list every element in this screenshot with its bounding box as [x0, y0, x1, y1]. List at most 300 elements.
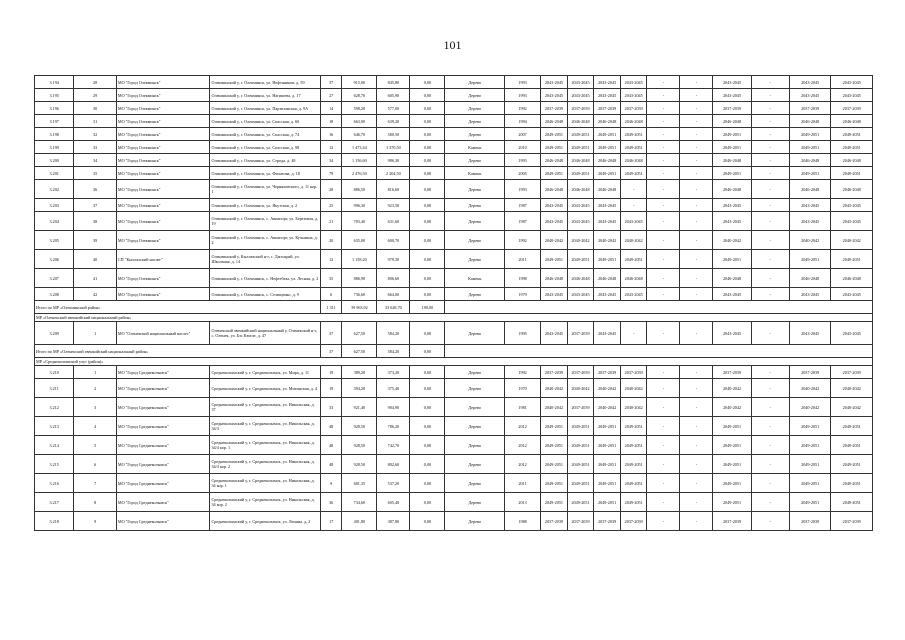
register-table: [34, 75, 873, 531]
area-nonresidential-cell: 0,00: [410, 115, 445, 128]
period-cell: -: [680, 474, 713, 493]
area-total-cell: 628,70: [342, 89, 377, 102]
address-cell: Среднеколымский у, г. Среднеколымск, ул. Никольская, д. 34/3: [210, 417, 321, 436]
period-cell: 2049-2051: [831, 128, 873, 141]
period-cell: 2043-2045: [789, 322, 830, 345]
period-cell: 2043-2045: [713, 288, 751, 301]
area-residential-cell: 375,40: [377, 379, 410, 398]
area-nonresidential-cell: 0,00: [410, 455, 445, 474]
period-cell: 2043-2045: [831, 89, 873, 102]
owner-cell: МО "Город Среднеколымск": [116, 474, 210, 493]
period-cell: -: [620, 199, 647, 212]
row-id-cell: 3.197: [35, 115, 74, 128]
period-cell: -: [680, 76, 713, 89]
row-number-cell: 7: [74, 474, 117, 493]
period-cell: 2043-2045: [541, 89, 568, 102]
period-cell: 2037-2039: [567, 322, 594, 345]
address-cell: Олекминский у, г. Олекминск, ул. Нефтяников, д. 59: [210, 76, 321, 89]
period-cell: 2049-2051: [713, 455, 751, 474]
table-row: [35, 154, 873, 167]
period-cell: 2043-2045: [789, 199, 830, 212]
area-nonresidential-cell: 0,00: [410, 89, 445, 102]
period-cell: 2046-2048: [789, 180, 830, 199]
row-id-cell: 3.212: [35, 398, 74, 417]
period-cell: -: [647, 89, 680, 102]
owner-cell: МО "Город Олекминск": [116, 231, 210, 250]
table-row: [35, 180, 873, 199]
period-cell: 2043-2045: [831, 322, 873, 345]
period-cell: 2046-2048: [713, 115, 751, 128]
residents-cell: 21: [321, 212, 342, 231]
period-cell: 2049-2051: [831, 167, 873, 180]
period-cell: 2049-2051: [620, 493, 647, 512]
period-cell: 2040-2042: [713, 398, 751, 417]
row-id-cell: 3.216: [35, 474, 74, 493]
period-cell: -: [680, 366, 713, 379]
period-cell: 2046-2048: [594, 115, 621, 128]
period-cell: -: [620, 322, 647, 345]
period-cell: -: [680, 102, 713, 115]
period-cell: 2046-2048: [789, 269, 830, 288]
section-header-cell: МР «Среднеколымский улус (район)»: [35, 358, 873, 366]
table-row: [35, 322, 873, 345]
row-id-cell: 3.218: [35, 512, 74, 531]
period-cell: 2046-2048: [541, 269, 568, 288]
period-cell: 2046-2048: [789, 115, 830, 128]
total-area-residential-cell: 33 628,70: [377, 301, 410, 314]
period-cell: 2049-2051: [620, 250, 647, 269]
period-cell: 2040-2042: [541, 379, 568, 398]
year-cell: 1992: [505, 231, 541, 250]
period-cell: 2049-2051: [713, 141, 751, 154]
total-area-nonresidential-cell: 0,00: [410, 345, 445, 358]
residents-cell: 37: [321, 76, 342, 89]
year-cell: 2010: [505, 141, 541, 154]
period-cell: 2049-2051: [713, 493, 751, 512]
address-cell: Олекминский у, г. Олекминск, ул. Нагишева, д. 17: [210, 89, 321, 102]
period-cell: -: [647, 455, 680, 474]
owner-cell: МО "Город Олекминск": [116, 141, 210, 154]
period-cell: -: [751, 115, 789, 128]
period-cell: 2049-2051: [567, 493, 594, 512]
empty-cell: [445, 301, 873, 314]
area-residential-cell: 1 370,50: [377, 141, 410, 154]
section-total-row: [35, 345, 873, 358]
section-header-cell: МР «Оленекский эвенкийский национальный район»: [35, 314, 873, 322]
residents-cell: 33: [321, 398, 342, 417]
period-cell: -: [680, 231, 713, 250]
period-cell: 2037-2039: [620, 102, 647, 115]
period-cell: 2043-2045: [541, 76, 568, 89]
period-cell: 2043-2045: [567, 89, 594, 102]
address-cell: Олекминский у, г. Олекминск, с. Нефтебаза, ул. Лесная, д. 2: [210, 269, 321, 288]
period-cell: -: [647, 167, 680, 180]
area-residential-cell: 845,80: [377, 76, 410, 89]
residents-cell: 20: [321, 231, 342, 250]
row-id-cell: 3.209: [35, 322, 74, 345]
period-cell: -: [647, 493, 680, 512]
period-cell: -: [647, 212, 680, 231]
year-cell: 1987: [505, 212, 541, 231]
area-total-cell: 928,50: [342, 455, 377, 474]
period-cell: 2046-2048: [713, 269, 751, 288]
period-cell: 2046-2048: [831, 154, 873, 167]
period-cell: 2046-2048: [831, 115, 873, 128]
table-row: [35, 436, 873, 455]
year-cell: 1979: [505, 288, 541, 301]
period-cell: -: [751, 455, 789, 474]
table-row: [35, 250, 873, 269]
period-cell: 2037-2039: [567, 512, 594, 531]
total-area-residential-cell: 584,20: [377, 345, 410, 358]
row-id-cell: 3.210: [35, 366, 74, 379]
period-cell: 2049-2051: [789, 436, 830, 455]
row-id-cell: 3.204: [35, 212, 74, 231]
period-cell: 2040-2042: [831, 398, 873, 417]
total-area-cell: 39 963,92: [342, 301, 377, 314]
period-cell: -: [680, 154, 713, 167]
period-cell: 2043-2045: [541, 199, 568, 212]
address-cell: Среднеколымский у, г. Среднеколымск, ул. Никольская, д. 34 кор. 1: [210, 474, 321, 493]
period-cell: 2037-2039: [594, 102, 621, 115]
period-cell: 2049-2051: [789, 250, 830, 269]
wall-material-cell: Дерево: [445, 366, 505, 379]
period-cell: 2040-2042: [620, 231, 647, 250]
row-number-cell: 33: [74, 141, 117, 154]
area-nonresidential-cell: 0,00: [410, 474, 445, 493]
residents-cell: 18: [321, 115, 342, 128]
period-cell: 2043-2045: [620, 76, 647, 89]
period-cell: 2040-2042: [541, 231, 568, 250]
total-residents-cell: 37: [321, 345, 342, 358]
row-number-cell: 35: [74, 167, 117, 180]
area-residential-cell: 816,60: [377, 180, 410, 199]
area-total-cell: 996,30: [342, 199, 377, 212]
period-cell: -: [647, 512, 680, 531]
period-cell: -: [680, 322, 713, 345]
residents-cell: 48: [321, 417, 342, 436]
period-cell: 2043-2045: [567, 76, 594, 89]
owner-cell: МО "Город Олекминск": [116, 167, 210, 180]
period-cell: -: [751, 141, 789, 154]
period-cell: 2049-2051: [789, 493, 830, 512]
period-cell: 2043-2045: [567, 212, 594, 231]
period-cell: -: [751, 379, 789, 398]
period-cell: 2037-2039: [567, 366, 594, 379]
period-cell: -: [680, 512, 713, 531]
area-residential-cell: 537,20: [377, 474, 410, 493]
period-cell: 2043-2045: [831, 199, 873, 212]
area-nonresidential-cell: 0,00: [410, 76, 445, 89]
period-cell: -: [647, 141, 680, 154]
period-cell: -: [680, 167, 713, 180]
area-residential-cell: 2 204,50: [377, 167, 410, 180]
period-cell: -: [680, 398, 713, 417]
period-cell: -: [647, 128, 680, 141]
table-row: [35, 231, 873, 250]
period-cell: 2040-2042: [789, 379, 830, 398]
row-number-cell: 32: [74, 128, 117, 141]
period-cell: 2040-2042: [594, 379, 621, 398]
row-id-cell: 3.213: [35, 417, 74, 436]
row-id-cell: 3.198: [35, 128, 74, 141]
period-cell: 2040-2042: [620, 379, 647, 398]
year-cell: 1981: [505, 398, 541, 417]
owner-cell: МО "Город Среднеколымск": [116, 493, 210, 512]
period-cell: 2049-2051: [567, 141, 594, 154]
residents-cell: 16: [321, 128, 342, 141]
row-number-cell: 34: [74, 154, 117, 167]
residents-cell: 48: [321, 436, 342, 455]
period-cell: 2046-2048: [567, 115, 594, 128]
year-cell: 1993: [505, 154, 541, 167]
row-id-cell: 3.214: [35, 436, 74, 455]
wall-material-cell: Камень: [445, 141, 505, 154]
area-total-cell: 681,35: [342, 474, 377, 493]
year-cell: 2011: [505, 474, 541, 493]
period-cell: 2049-2051: [567, 474, 594, 493]
owner-cell: МО "Город Олекминск": [116, 180, 210, 199]
period-cell: -: [751, 102, 789, 115]
area-total-cell: 928,50: [342, 417, 377, 436]
area-residential-cell: 806,60: [377, 269, 410, 288]
area-total-cell: 635,00: [342, 231, 377, 250]
period-cell: -: [751, 250, 789, 269]
wall-material-cell: Дерево: [445, 288, 505, 301]
area-nonresidential-cell: 0,00: [410, 269, 445, 288]
wall-material-cell: Дерево: [445, 231, 505, 250]
wall-material-cell: Дерево: [445, 76, 505, 89]
period-cell: -: [647, 379, 680, 398]
period-cell: 2037-2039: [713, 102, 751, 115]
table-row: [35, 76, 873, 89]
table-row: [35, 115, 873, 128]
area-total-cell: 734,60: [342, 493, 377, 512]
owner-cell: МО "Город Среднеколымск": [116, 398, 210, 417]
period-cell: 2043-2045: [594, 212, 621, 231]
row-number-cell: 5: [74, 436, 117, 455]
period-cell: 2040-2042: [789, 398, 830, 417]
table-row: [35, 199, 873, 212]
period-cell: 2049-2051: [594, 128, 621, 141]
row-id-cell: 3.196: [35, 102, 74, 115]
period-cell: -: [647, 199, 680, 212]
period-cell: 2043-2045: [620, 89, 647, 102]
row-number-cell: 42: [74, 288, 117, 301]
row-id-cell: 3.217: [35, 493, 74, 512]
period-cell: 2049-2051: [831, 474, 873, 493]
period-cell: -: [751, 167, 789, 180]
section-total-row: [35, 301, 873, 314]
table-row: [35, 493, 873, 512]
owner-cell: МО "Город Среднеколымск": [116, 512, 210, 531]
row-id-cell: 3.202: [35, 180, 74, 199]
owner-cell: МО "Город Олекминск": [116, 154, 210, 167]
period-cell: -: [647, 398, 680, 417]
total-label-cell: Итого по МР «Олекминский район»: [35, 301, 321, 314]
row-id-cell: 3.206: [35, 250, 74, 269]
period-cell: 2043-2045: [567, 288, 594, 301]
period-cell: 2040-2042: [567, 379, 594, 398]
period-cell: -: [620, 180, 647, 199]
year-cell: 1993: [505, 180, 541, 199]
period-cell: 2049-2051: [620, 417, 647, 436]
residents-cell: 19: [321, 366, 342, 379]
owner-cell: МО "Город Олекминск": [116, 102, 210, 115]
area-total-cell: 627,50: [342, 322, 377, 345]
area-nonresidential-cell: 0,00: [410, 379, 445, 398]
period-cell: 2049-2051: [789, 455, 830, 474]
area-residential-cell: 979,30: [377, 250, 410, 269]
row-id-cell: 3.207: [35, 269, 74, 288]
wall-material-cell: Дерево: [445, 128, 505, 141]
period-cell: -: [751, 512, 789, 531]
period-cell: -: [680, 141, 713, 154]
area-total-cell: 736,60: [342, 288, 377, 301]
period-cell: 2049-2051: [789, 141, 830, 154]
period-cell: 2049-2051: [567, 167, 594, 180]
period-cell: 2046-2048: [831, 180, 873, 199]
year-cell: 1992: [505, 366, 541, 379]
year-cell: 2013: [505, 493, 541, 512]
period-cell: 2037-2039: [789, 366, 830, 379]
table-row: [35, 366, 873, 379]
period-cell: 2049-2051: [713, 474, 751, 493]
wall-material-cell: Дерево: [445, 199, 505, 212]
row-number-cell: 6: [74, 455, 117, 474]
area-total-cell: 2 476,50: [342, 167, 377, 180]
wall-material-cell: Дерево: [445, 417, 505, 436]
owner-cell: МО "Город Олекминск": [116, 128, 210, 141]
period-cell: 2037-2039: [831, 102, 873, 115]
row-number-cell: 31: [74, 115, 117, 128]
period-cell: 2043-2045: [594, 76, 621, 89]
row-number-cell: 2: [74, 379, 117, 398]
area-nonresidential-cell: 0,00: [410, 436, 445, 455]
wall-material-cell: Дерево: [445, 89, 505, 102]
period-cell: 2049-2051: [567, 128, 594, 141]
table-row: [35, 474, 873, 493]
period-cell: 2037-2039: [713, 366, 751, 379]
area-nonresidential-cell: 0,00: [410, 366, 445, 379]
period-cell: 2037-2039: [789, 512, 830, 531]
period-cell: 2040-2042: [789, 231, 830, 250]
address-cell: Оленекский эвенкийский национальный у, Оленекский н-г, с. Оленек, ул. Бэс Кюеле, д. 47: [210, 322, 321, 345]
period-cell: 2043-2045: [594, 322, 621, 345]
period-cell: 2043-2045: [789, 288, 830, 301]
wall-material-cell: Дерево: [445, 180, 505, 199]
period-cell: 2037-2039: [567, 102, 594, 115]
wall-material-cell: Дерево: [445, 154, 505, 167]
period-cell: -: [751, 322, 789, 345]
area-total-cell: 401,80: [342, 512, 377, 531]
period-cell: 2046-2048: [567, 180, 594, 199]
period-cell: 2043-2045: [713, 76, 751, 89]
address-cell: Среднеколымский у, г. Среднеколымск, ул. Никольская, д. 34/4 кор. 2: [210, 455, 321, 474]
period-cell: 2049-2051: [541, 436, 568, 455]
period-cell: 2037-2039: [541, 102, 568, 115]
year-cell: 2012: [505, 436, 541, 455]
area-total-cell: 1 156,60: [342, 154, 377, 167]
residents-cell: 12: [321, 250, 342, 269]
period-cell: 2049-2051: [713, 128, 751, 141]
period-cell: 2049-2051: [713, 250, 751, 269]
residents-cell: 48: [321, 455, 342, 474]
period-cell: 2043-2045: [789, 76, 830, 89]
area-residential-cell: 786,20: [377, 417, 410, 436]
period-cell: 2049-2051: [620, 141, 647, 154]
year-cell: 2012: [505, 455, 541, 474]
period-cell: -: [751, 128, 789, 141]
area-residential-cell: 904,90: [377, 398, 410, 417]
wall-material-cell: Камень: [445, 167, 505, 180]
period-cell: 2043-2045: [713, 212, 751, 231]
residents-cell: 35: [321, 269, 342, 288]
address-cell: Олекминский у, Кыллахский н-г, с. Дапсырай, ул. Школьная, д. 14: [210, 250, 321, 269]
area-nonresidential-cell: 0,00: [410, 167, 445, 180]
period-cell: 2043-2045: [713, 199, 751, 212]
area-nonresidential-cell: 0,00: [410, 141, 445, 154]
period-cell: 2043-2045: [713, 89, 751, 102]
owner-cell: МО "Город Олекминск": [116, 212, 210, 231]
owner-cell: МО "Город Среднеколымск": [116, 366, 210, 379]
residents-cell: 27: [321, 89, 342, 102]
wall-material-cell: Дерево: [445, 455, 505, 474]
residents-cell: 36: [321, 493, 342, 512]
table-row: [35, 269, 873, 288]
section-header-row: [35, 358, 873, 366]
table-row: [35, 288, 873, 301]
row-number-cell: 40: [74, 250, 117, 269]
area-residential-cell: 802,60: [377, 455, 410, 474]
period-cell: 2049-2051: [594, 141, 621, 154]
period-cell: 2049-2051: [831, 141, 873, 154]
row-number-cell: 3: [74, 398, 117, 417]
period-cell: 2046-2048: [620, 115, 647, 128]
area-total-cell: 663,00: [342, 115, 377, 128]
row-id-cell: 3.195: [35, 89, 74, 102]
period-cell: 2049-2051: [789, 128, 830, 141]
row-id-cell: 3.199: [35, 141, 74, 154]
period-cell: 2049-2051: [620, 167, 647, 180]
period-cell: 2043-2045: [541, 322, 568, 345]
address-cell: Среднеколымский у, г. Среднеколымск, ул. Никольская, д. 34 кор. 2: [210, 493, 321, 512]
period-cell: -: [647, 102, 680, 115]
period-cell: -: [680, 436, 713, 455]
residents-cell: 6: [321, 288, 342, 301]
period-cell: 2040-2042: [713, 231, 751, 250]
period-cell: 2043-2045: [541, 288, 568, 301]
area-nonresidential-cell: 0,00: [410, 398, 445, 417]
period-cell: 2046-2048: [541, 115, 568, 128]
table-row: [35, 398, 873, 417]
period-cell: 2043-2045: [541, 212, 568, 231]
area-total-cell: 598,20: [342, 102, 377, 115]
period-cell: 2049-2051: [594, 417, 621, 436]
area-residential-cell: 664,00: [377, 288, 410, 301]
area-total-cell: 886,90: [342, 269, 377, 288]
period-cell: 2043-2045: [713, 322, 751, 345]
address-cell: Олекминский у, г. Олекминск, ул. Спасская, д. 60: [210, 115, 321, 128]
residents-cell: 34: [321, 154, 342, 167]
period-cell: -: [680, 417, 713, 436]
period-cell: -: [751, 474, 789, 493]
owner-cell: МО "Город Среднеколымск": [116, 379, 210, 398]
period-cell: 2049-2051: [620, 128, 647, 141]
period-cell: 2049-2051: [541, 141, 568, 154]
period-cell: 2037-2039: [831, 512, 873, 531]
period-cell: 2046-2048: [567, 269, 594, 288]
